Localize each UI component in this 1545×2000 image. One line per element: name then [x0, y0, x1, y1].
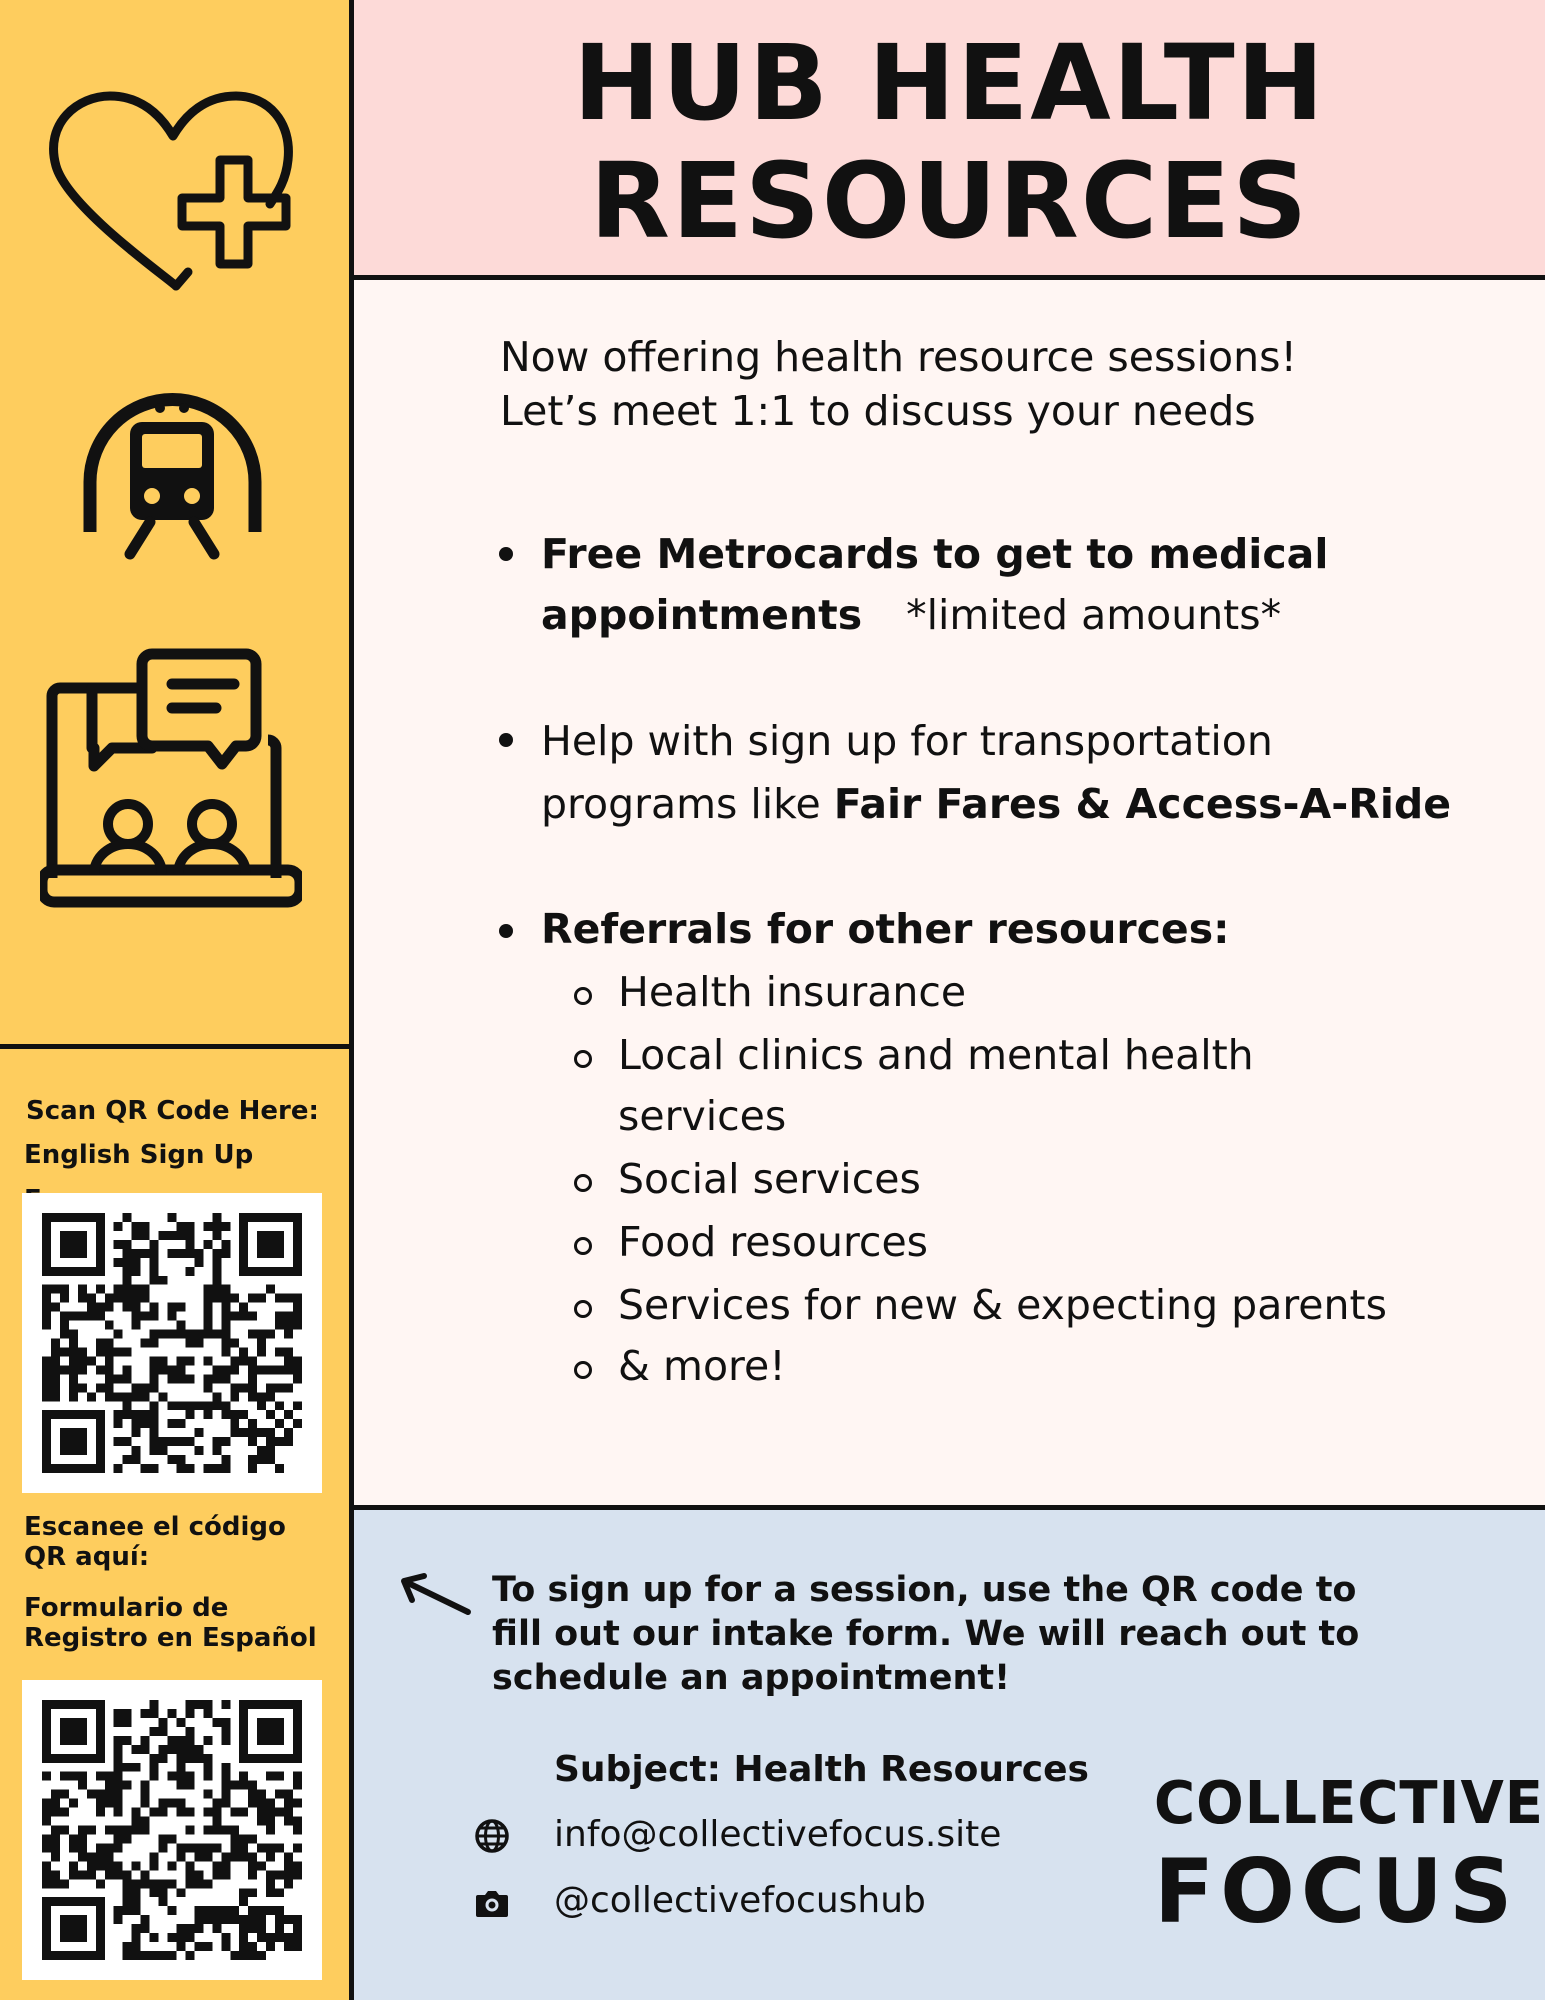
main-content	[354, 280, 1545, 1510]
sub-bullet-circle	[574, 1174, 592, 1192]
intro-line-2: Let’s meet 1:1 to discuss your needs	[500, 387, 1256, 435]
referral-item: Health insurance	[618, 968, 967, 1016]
email-link[interactable]: info@collectivefocus.site	[554, 1814, 1002, 1855]
subway-train-icon	[80, 392, 265, 562]
transport-programs: Fair Fares & Access-A-Ride	[833, 780, 1452, 828]
metrocards-line-2	[541, 584, 1281, 646]
metrocards-line-1: Free Metrocards to get to medical	[541, 530, 1329, 578]
email-subject: Subject: Health Resources	[554, 1749, 1089, 1790]
referral-item: Local clinics and mental health	[618, 1031, 1254, 1079]
qr-spanish-label-2: QR aquí:	[24, 1542, 150, 1572]
arrow-pointing-left-icon	[394, 1570, 474, 1620]
qr-spanish-form-label-1: Formulario de	[24, 1593, 229, 1623]
qr-spanish-form-label-2: Registro en Español	[24, 1623, 317, 1653]
page-title	[354, 24, 1545, 260]
sub-bullet-circle	[574, 1300, 592, 1318]
qr-english-label: Scan QR Code Here:	[26, 1096, 319, 1126]
transport-line-1: Help with sign up for transportation	[541, 717, 1273, 765]
globe-icon	[472, 1816, 512, 1856]
instagram-handle-link[interactable]: @collectivefocushub	[554, 1880, 926, 1921]
sidebar-icon-panel	[0, 0, 349, 1049]
referral-item: & more!	[618, 1342, 786, 1390]
footer	[354, 1505, 1545, 2000]
logo-word-collective: COLLECTIVE	[1154, 1769, 1545, 1838]
bullet-dot	[499, 733, 513, 747]
qr-spanish-label-1: Escanee el código	[24, 1512, 286, 1542]
title-line-1: HUB HEALTH	[573, 22, 1326, 144]
collective-focus-logo	[1154, 1768, 1545, 1948]
video-meeting-laptop-icon	[40, 648, 302, 910]
sub-bullet-circle	[574, 1237, 592, 1255]
referral-item: Food resources	[618, 1218, 929, 1266]
intro-line-1: Now offering health resource sessions!	[500, 333, 1297, 381]
qr-code-image	[42, 1213, 302, 1473]
sub-bullet-circle	[574, 987, 592, 1005]
transport-prefix: programs like	[541, 780, 834, 828]
signup-instructions-line-3: schedule an appointment!	[492, 1658, 1011, 1698]
title-line-2: RESOURCES	[589, 140, 1310, 262]
sidebar	[0, 0, 354, 2000]
english-signup-qr-code[interactable]	[22, 1193, 322, 1493]
limited-amounts-note: *limited amounts*	[906, 591, 1282, 639]
bullet-dot	[499, 924, 513, 938]
camera-icon	[472, 1883, 512, 1923]
bullet-dot	[499, 547, 513, 561]
referral-item-continued: services	[618, 1092, 787, 1140]
qr-code-image	[42, 1700, 302, 1960]
referral-item: Services for new & expecting parents	[618, 1281, 1387, 1329]
heart-health-icon	[48, 88, 298, 293]
sub-bullet-circle	[574, 1361, 592, 1379]
transport-line-2	[541, 773, 1451, 835]
qr-english-form-label: English Sign Up	[24, 1140, 254, 1170]
signup-instructions-line-1: To sign up for a session, use the QR code to	[492, 1570, 1357, 1610]
logo-word-focus: FOCUS	[1154, 1840, 1519, 1943]
referral-item: Social services	[618, 1155, 921, 1203]
referrals-heading: Referrals for other resources:	[541, 905, 1230, 953]
metrocards-appointments: appointments	[541, 591, 863, 639]
spanish-signup-qr-code[interactable]	[22, 1680, 322, 1980]
sub-bullet-circle	[574, 1050, 592, 1068]
signup-instructions-line-2: fill out our intake form. We will reach out to	[492, 1614, 1360, 1654]
header	[354, 0, 1545, 280]
